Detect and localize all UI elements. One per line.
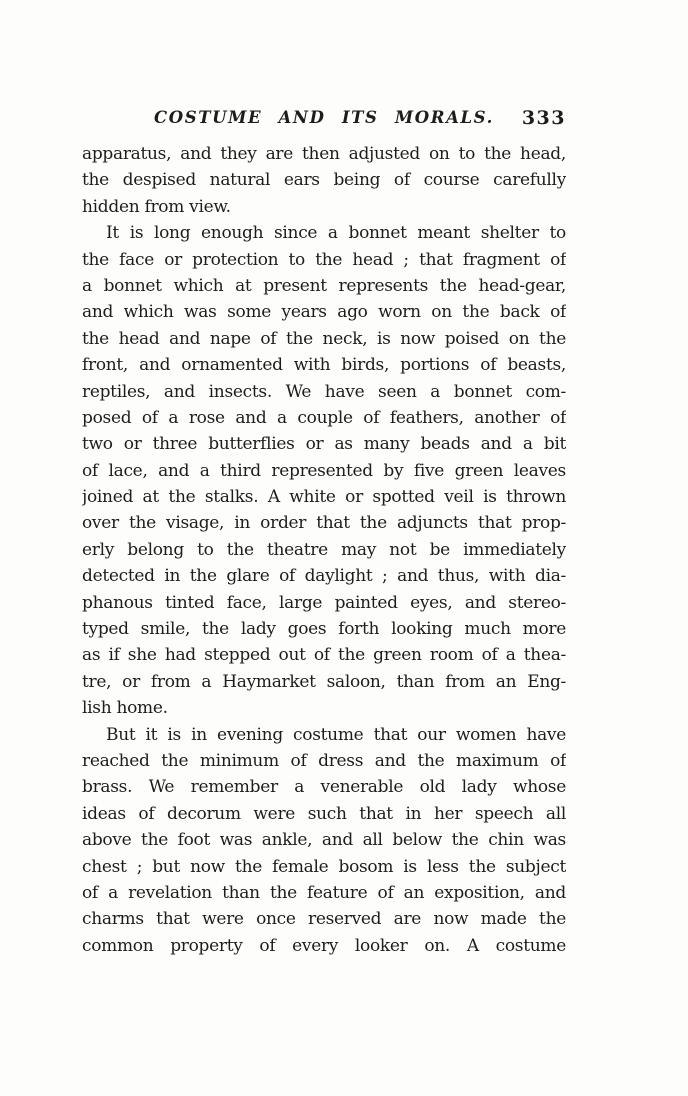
text-line: tre, or from a Haymarket saloon, than from an Eng- xyxy=(82,671,566,692)
text-line: erly belong to the theatre may not be immediately xyxy=(82,539,566,560)
text-line: But it is in evening costume that our women have xyxy=(106,724,566,745)
text-line: the face or protection to the head ; that fragment of xyxy=(82,249,566,270)
text-line: two or three butterflies or as many beads and a bit xyxy=(82,434,566,455)
text-line: reached the minimum of dress and the maximum of xyxy=(82,750,566,771)
text-line: as if she had stepped out of the green room of a thea- xyxy=(82,645,566,666)
text-line: ideas of decorum were such that in her speech all xyxy=(82,803,566,824)
text-line: joined at the stalks. A white or spotted veil is thrown xyxy=(82,487,566,508)
running-header-title: COSTUME AND ITS MORALS. xyxy=(154,108,494,127)
text-line: phanous tinted face, large painted eyes, and stereo- xyxy=(82,592,566,613)
text-line: hidden from view. xyxy=(82,196,231,217)
text-line: It is long enough since a bonnet meant shelter to xyxy=(106,223,566,244)
text-line: and which was some years ago worn on the back of xyxy=(82,302,566,323)
text-line: front, and ornamented with birds, portions of beasts, xyxy=(82,355,566,376)
text-line: over the visage, in order that the adjuncts that prop- xyxy=(82,513,566,534)
page-body xyxy=(82,141,566,959)
text-line: apparatus, and they are then adjusted on to the head, xyxy=(82,144,566,164)
page-number: 333 xyxy=(521,107,566,129)
text-line: the despised natural ears being of course carefully xyxy=(82,170,566,191)
text-line: common property of every looker on. A costume xyxy=(82,935,566,956)
text-line: a bonnet which at present represents the head-gear, xyxy=(82,275,566,296)
text-line: chest ; but now the female bosom is less the subject xyxy=(82,856,566,877)
text-line: of a revelation than the feature of an exposition, and xyxy=(82,882,566,903)
text-line: the head and nape of the neck, is now poised on the xyxy=(82,328,566,349)
text-line: charms that were once reserved are now made the xyxy=(82,909,566,930)
text-line: brass. We remember a venerable old lady whose xyxy=(82,777,566,798)
running-header xyxy=(82,104,566,132)
text-line: typed smile, the lady goes forth looking much more xyxy=(82,619,566,640)
text-line: of lace, and a third represented by five green leaves xyxy=(82,460,566,481)
text-line: detected in the glare of daylight ; and thus, with dia- xyxy=(82,566,566,587)
text-line: above the foot was ankle, and all below the chin was xyxy=(82,830,566,851)
text-line: reptiles, and insects. We have seen a bonnet com- xyxy=(82,381,566,402)
text-line: posed of a rose and a couple of feathers, another of xyxy=(82,407,566,428)
text-line: lish home. xyxy=(82,698,168,719)
